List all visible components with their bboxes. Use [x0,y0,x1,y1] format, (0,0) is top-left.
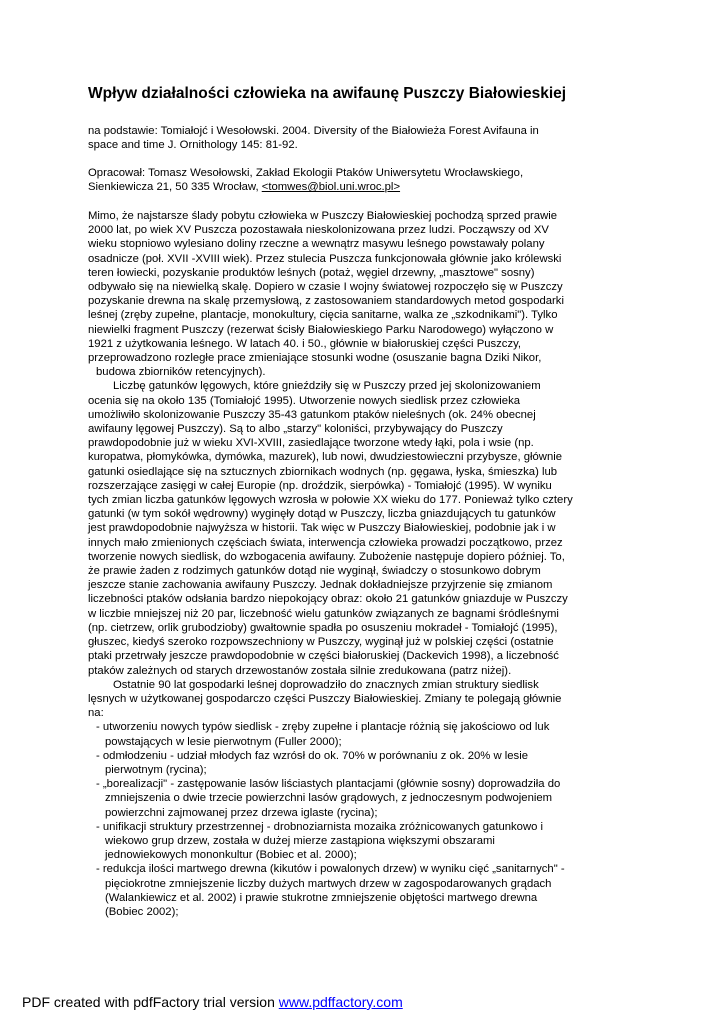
body-line: awifauny lęgowej Puszczy). Są to albo „starzy" koloniści, przybywający do Puszczy [88,423,503,436]
list-item: - redukcja ilości martwego drewna (kikutów i powalonych drzew) w wyniku cięć „sanitarnych" - [96,863,565,876]
list-item: - unifikacji struktury przestrzennej - drobnoziarnista mozaika zróżnicowanych gatunkowo i [96,820,544,833]
list-item-continuation: powierzchni zajmowanej przez drzewa iglaste (rycina); [105,806,378,819]
body-line: budowa zbiorników retencyjnych). [96,366,266,379]
author-email-link[interactable]: <tomwes@biol.uni.wroc.pl> [261,181,401,194]
body-line: liczebności ptaków odsłania bardzo niepokojący obraz: około 21 gatunków gniazduje w Puszczy [88,593,568,606]
pdf-footer [22,994,403,1010]
list-item-continuation: (Bobiec 2002); [105,905,179,918]
list-item-continuation: jednowiekowych mononkultur (Bobiec et al. 2000); [105,849,357,862]
source-line: na podstawie: Tomiałojć i Wesołowski. 2004. Diversity of the Białowieża Forest Avifauna in [88,125,539,137]
body-line: że prawie żaden z rodzimych gatunków dotąd nie wyginął, świadczy o stosunkowo dobrym [88,565,541,578]
body-line: na: [88,707,104,720]
body-line: umożliwiło skolonizowanie Puszczy 35-43 gatunkom ptaków nieleśnych (ok. 24% obecnej [88,408,536,421]
list-item-continuation: zmniejszenia o dwie trzecie powierzchni lasów grądowych, z jednoczesnym podwojeniem [105,792,553,805]
author-line: Opracował: Tomasz Wesołowski, Zakład Ekologii Ptaków Uniwersytetu Wrocławskiego, [88,167,524,179]
body-line: w liczbie mniejszej niż 20 par, liczebność wielu gatunków związanych ze bagnami śródleśnymi [88,607,559,620]
author-address-line [88,180,613,194]
body-line: Mimo, że najstarsze ślady pobytu człowieka w Puszczy Białowieskiej pochodzą sprzed prawie [88,210,558,222]
list-item: - „borealizacji" - zastępowanie lasów liściastych plantacjami (głównie sosny) doprowadziła do [96,778,561,791]
body-line: jest prawdopodobnie najwyższa w historii. Tak więc w Puszczy Białowieskiej, podobnie jak i w [88,522,556,535]
list-item-continuation: pięciokrotne zmniejszenie liczby dużych martwych drzew w zagospodarowanych grądach [105,877,552,890]
body-line: tych zmian liczba gatunków lęgowych wzrosła w połowie XX wieku do 177. Ponieważ tylko cztery [88,494,573,507]
body-line: 2000 lat, po wiek XV Puszcza pozostawała nieskolonizowana przez ludzi. Począwszy od XV [88,224,549,237]
body-line: rozszerzające zasięgi w całej Europie (np. droździk, sierpówka) - Tomiałojć (1995). W wyniku [88,479,552,492]
list-item-continuation: (Walankiewicz et al. 2002) i prawie stukrotne zmniejszenie objętości martwego drewna [105,891,538,904]
list-item-continuation: powstających w lesie pierwotnym (Fuller 2000); [105,735,342,748]
body-line: Ostatnie 90 lat gospodarki leśnej doprowadziło do znacznych zmian struktury siedlisk [113,678,539,691]
body-line: prawdopodobnie już w wieku XVI-XVIII, zasiedlające tworzone wtedy łąki, pola i wsie (np. [88,437,534,450]
body-line: ocenia się na około 135 (Tomiałojć 1995). Utworzenie nowych siedlisk przez człowieka [88,394,521,407]
body-line: innych mało zmienionych częściach świata, interwencja człowieka prowadzi początkowo, przez [88,536,563,549]
body-text [88,209,613,919]
body-line: teren łowiecki, pozyskanie produktów leśnych (potaż, węgiel drzewny, „masztowe" sosny) [88,266,535,279]
pdffactory-link[interactable]: www.pdffactory.com [278,994,403,1010]
body-line: gatunki osiedlające się na sztucznych zbiornikach wodnych (np. gęgawa, łyska, śmieszka) lub [88,465,558,478]
source-line: space and time J. Ornithology 145: 81-92. [88,139,298,152]
list-item: - utworzeniu nowych typów siedlisk - zręby zupełne i plantacje różnią się jakościowo od luk [96,721,550,734]
document-title: Wpływ działalności człowieka na awifaunę Puszczy Białowieskiej [88,85,567,102]
body-line: jeszcze stanie zachowania awifauny Puszczy. Jednak dokładniejsze przyjrzenie się zmianom [88,579,553,592]
footer-text: PDF created with pdfFactory trial version [22,994,279,1010]
list-item-continuation: wiekowo grup drzew, została w dużej mierze zastąpiona większymi obszarami [105,834,495,847]
body-line: gatunki (w tym sokół wędrowny) wyginęły dotąd w Puszczy, liczba gniazdujących tu gatunków [88,508,556,521]
body-line: kuropatwa, płomykówka, dymówka, mazurek), lub nowi, dwudziestowieczni przybysze, głównie [88,451,563,464]
body-line: osadnicze (poł. XVII -XVIII wiek). Przez stulecia Puszcza funkcjonowała głównie jako królewski [88,252,562,265]
body-line: głuszec, kiedyś szeroko rozpowszechniony w Puszczy, wyginął już w polskiej części (ostatnie [88,636,554,649]
body-line: lęsnych w użytkowanej gospodarczo części Puszczy Białowieskiej. Zmiany te polegają głównie [88,692,562,705]
body-line: ptaków zależnych od starych drzewostanów została silnie zredukowana (patrz niżej). [88,664,512,677]
body-line: niewielki fragment Puszczy (rezerwat ścisły Białowieskiego Parku Narodowego) wyłączono w [88,323,554,336]
list-item: - odmłodzeniu - udział młodych faz wzrósł do ok. 70% w porównaniu z ok. 20% w lesie [96,749,528,762]
body-line: 1921 z użytkowania leśnego. W latach 40. i 50., głównie w białoruskiej części Puszczy, [88,337,522,350]
list-item-continuation: pierwotnym (rycina); [105,763,207,776]
body-line: (np. cietrzew, orlik grubodzioby) gwałtownie spadła po osuszeniu mokradeł - Tomiałojć (1995), [88,621,558,634]
author-info [88,166,613,194]
body-line: Liczbę gatunków lęgowych, które gnieździły się w Puszczy przed jej skolonizowaniem [113,380,541,393]
body-line: tworzenie nowych siedlisk, do wzbogacenia awifauny. Zubożenie następuje dopiero później. To, [88,550,565,563]
body-line: ptaki przetrwały jeszcze prawdopodobnie w części białoruskiej (Dackevich 1998), a liczebność [88,650,559,663]
body-line: leśnej (zręby zupełne, plantacje, monokultury, cięcia sanitarne, walka ze „szkodnikami"). Tylko [88,309,558,322]
body-line: odbywało się na niewielką skalę. Dopiero w czasie I wojny światowej rozpoczęło się w Puszczy [88,281,563,294]
body-line: pozyskanie drewna na skalę przemysłową, z zastosowaniem standardowych metod gospodarki [88,295,564,308]
body-line: przeprowadzono rozległe prace zmieniające stosunki wodne (osuszanie bagna Dziki Nikor, [88,352,542,365]
author-address: Sienkiewicza 21, 50 335 Wrocław, [88,181,262,194]
source-citation [88,124,613,152]
body-line: wieku stopniowo wylesiano doliny rzeczne a wewnątrz masywu leśnego powstawały polany [88,238,545,251]
